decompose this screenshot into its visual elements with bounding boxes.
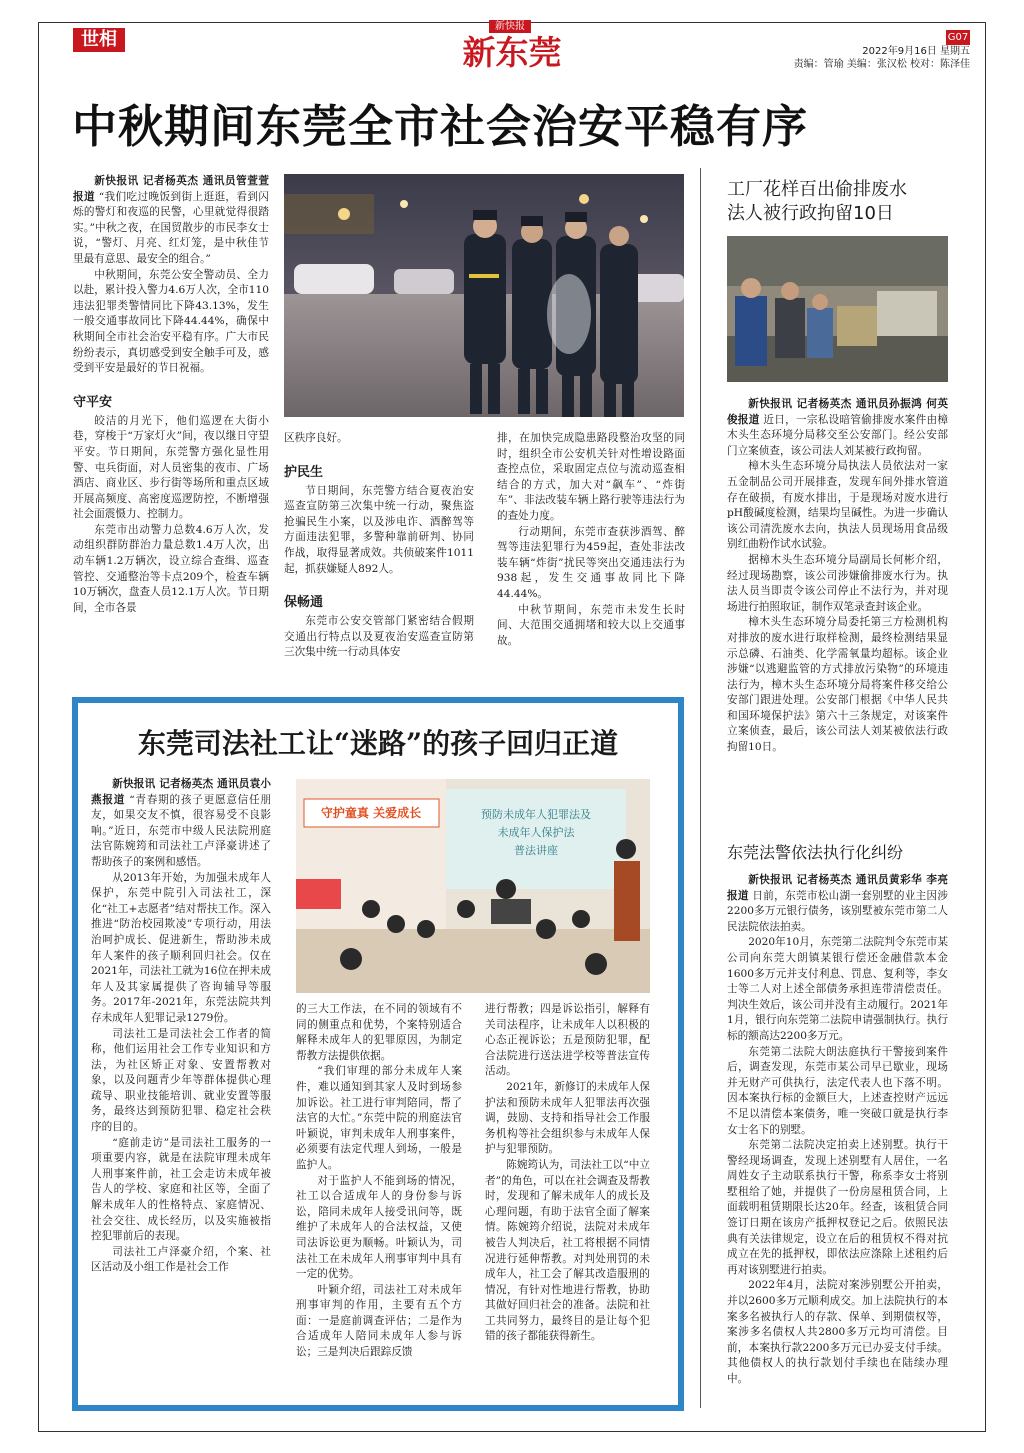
paragraph: “青春期的孩子更愿意信任朋友，如果交友不慎，很容易受不良影响。”近日，东莞市中级人民法院刑庭法官陈婉筠和司法社工卢泽豪讲述了帮助孩子的案例和感悟。 (91, 793, 271, 868)
paragraph: 2021年，新修订的未成年人保护法和预防未成年人犯罪法再次强调，鼓励、支持和指导社会工作服务机构等社会组织参与未成年人保护与犯罪预防。 (485, 1080, 650, 1156)
paragraph: “庭前走访”是司法社工服务的一项重要内容，就是在法院审理未成年人刑事案件前，社工会走访未成年被告人的学校、家庭和社区等，全面了解未成年人的性格特点、家庭情况、社会交往、成长经历，以及实施被指控犯罪前后的表现。 (91, 1136, 271, 1243)
children-workshop-photo (296, 779, 650, 993)
paragraph: 从2013年开始，为加强未成年人保护，东莞中院引入司法社工，深化“社工+志愿者”结对帮扶工作。深入推进“防治校园欺凌”专项行动，用法治呵护成长、促进新生，帮助涉未成年人案件的孩子顺利回归社会。仅在2021年，司法社工就为16位在押未成年人及其家属提供了咨询辅导等服务。2017年-2021年，东莞法院共判存未成年人犯罪记录1279份。 (91, 871, 271, 1024)
editors-line: 责编：管瑜 美编：张汉松 校对：陈泽佳 (793, 59, 970, 70)
paragraph: 叶颖介绍，司法社工对未成年刑事审判的作用，主要有五个方面：一是庭前调查评估；二是作为合适成年人陪同未成年人参与诉讼；三是判决后跟踪反馈 (296, 1283, 462, 1359)
paragraph: 区秩序良好。 (284, 432, 348, 444)
main-col-1 (73, 174, 269, 616)
factory-inspection-photo (727, 236, 948, 382)
section-logo (73, 28, 125, 52)
issue-date: 2022年9月16日 星期五 (862, 46, 970, 57)
paragraph: 进行帮教；四是诉讼指引，解释有关司法程序，让未成年人以积极的心态正视诉讼；五是预防犯罪，配合法院进行送法进学校等普法宣传活动。 (485, 1003, 650, 1078)
banner-line-2: 未成年人保护法 (497, 826, 575, 839)
paragraph: “我们审理的部分未成年人案件，难以通知到其家人及时到场参加诉讼。社工进行审判陪同，帮了法官的大忙。”东莞中院的刑庭法官叶颖说，审判未成年人刑事案件，必须要有法定代理人到场，一般是监护人。 (296, 1065, 462, 1171)
paragraph: 中秋期间，东莞公安全警动员、全力以赴，累计投入警力4.6万人次，全市110违法犯罪类警情同比下降43.13%，发生一般交通事故同比下降44.44%，确保中秋期间全市社会治安平稳有序。广大市民纷纷表示，真切感受到安全触手可及，感受到平安是最好的节日祝福。 (73, 268, 269, 375)
column-divider (700, 168, 701, 1408)
paragraph: 中秋节期间，东莞市未发生长时间、大范围交通拥堵和较大以上交通事故。 (497, 603, 685, 647)
paragraph: 行动期间，东莞市查获涉酒驾、醉驾等违法犯罪行为459起，查处非法改装车辆“炸街”扰民等突出交通违法行为938起，发生交通事故同比下降44.44%。 (497, 525, 685, 600)
brand-small-badge (489, 20, 531, 33)
paragraph: 近日，一宗私设暗管偷排废水案件由樟木头生态环境分局移交至公安部门。经公安部门立案侦查，该公司法人刘某被行政拘留。 (727, 413, 949, 457)
paragraph: 的三大工作法，在不同的领域有不同的侧重点和优势，个案特别适合解释未成年人的犯罪原因，为制定帮教方法提供依据。 (296, 1003, 462, 1062)
side1-headline (727, 178, 947, 226)
paragraph: 皎洁的月光下，他们巡逻在大街小巷，穿梭于“万家灯火”间，夜以继日守望平安。节日期间，东莞警方强化显性用警、屯兵街面，对人员密集的夜市、广场酒店、商业区、步行街等场所和重点区域开展高频度、高密度巡逻防控，不断增强社会面震慑力、控制力。 (73, 414, 269, 521)
page-number: G07 (947, 32, 969, 43)
banner-line-3: 普法讲座 (514, 844, 558, 857)
paragraph: 樟木头生态环境分局执法人员依法对一家五金制品公司开展排查，发现车间外排水管道存在破损，有废水排出，于是现场对废水进行pH酸碱度检测，结果均呈碱性。为进一步确认该公司清洗废水去向，执法人员现场用食品级别红曲粉作试水试验。 (727, 460, 948, 551)
banner-left: 守护童真 关爱成长 (320, 806, 422, 820)
paragraph: 东莞市公安交管部门紧密结合假期交通出行特点以及夏夜治安巡查宣防第三次集中统一行动具体安 (284, 615, 474, 659)
subheading: 守平安 (73, 394, 113, 410)
paragraph: 排，在加快完成隐患路段整治攻坚的同时，组织全市公安机关针对性增设路面查控点位，采取固定点位与流动巡查相结合的方式，加大对“飙车”、“炸街车”、非法改装车辆上路行驶等违法行为的查处力度。 (497, 432, 685, 522)
paragraph: 司法社工卢泽豪介绍，个案、社区活动及小组工作是社会工作 (91, 1245, 271, 1274)
box-col-1 (91, 777, 271, 1276)
byline: 新快报讯 记者杨英杰 通讯员管萱萱报道 (73, 175, 269, 203)
paragraph: “我们吃过晚饭到街上逛逛，看到闪烁的警灯和夜巡的民警，心里就觉得很踏实。”中秋之夜，在国贸散步的市民李女士说，“警灯、月亮、红灯笼，是中秋佳节里最有意思、最安全的组合。” (73, 190, 269, 265)
police-patrol-photo (284, 174, 684, 417)
main-headline: 中秋期间东莞全市社会治安平稳有序 (72, 100, 809, 153)
main-col-3 (497, 431, 685, 649)
brand-title: 新东莞 (462, 33, 562, 72)
side2-body (727, 873, 948, 1388)
paragraph: 樟木头生态环境分局委托第三方检测机构对排放的废水进行取样检测，最终检测结果显示总磷、石油类、化学需氧量均超标。该企业涉嫌“以逃避监管的方式排放污染物”的环境违法行为，樟木头生态环境分局将案件移交给公安部门跟进处理。公安部门根据《中华人民共和国环境保护法》第六十三条规定，对该案件立案侦查，最后，该公司法人刘某被依法行政拘留10日。 (727, 616, 948, 754)
paragraph: 司法社工是司法社会工作者的简称，他们运用社会工作专业知识和方法，为社区矫正对象、安置帮教对象，以及问题青少年等群体提供心理疏导、职业技能培训、就业安置等服务，最终达到预防犯罪、稳定社会秩序的目的。 (91, 1027, 271, 1134)
box-col-3 (485, 1002, 650, 1345)
main-col-2 (284, 431, 474, 661)
paragraph: 东莞第二法院决定拍卖上述别墅。执行干警经现场调查，发现上述别墅有人居住，一名周姓女子主动联系执行干警，称系李女士将别墅租给了她，并提供了一份房屋租赁合同，上面载明租赁期限长达20年。经查，该租赁合同签订日期在该房产抵押权登记之后。依照民法典有关法律规定，设立在后的租赁权不得对抗成立在先的抵押权，即依法应涤除上述租约后再对该别墅进行拍卖。 (727, 1139, 948, 1276)
subheading: 护民生 (284, 464, 324, 480)
paragraph: 节日期间，东莞警方结合夏夜治安巡查宣防第三次集中统一行动，聚焦盗抢骗民生小案，以及涉电诈、酒醉驾等方面违法犯罪，多警种靠前研判、协同作战，取得显著成效。共侦破案件1011起，抓获嫌疑人892人。 (284, 484, 474, 575)
byline: 新快报讯 记者杨英杰 通讯员孙振鸿 何英俊报道 (727, 398, 948, 426)
side2-headline: 东莞法警依法执行化纠纷 (727, 843, 904, 862)
side1-body (727, 397, 948, 756)
section-label: 世相 (81, 29, 117, 50)
paragraph: 据樟木头生态环境分局副局长何彬介绍，经过现场勘察，该公司涉嫌偷排废水行为。执法人员当即责令该公司停止不法行为，并对现场进行拍照取证，制作双笔录查封该企业。 (727, 553, 948, 613)
banner-line-1: 预防未成年人犯罪法及 (481, 808, 591, 821)
paragraph: 2020年10月，东莞第二法院判令东莞市某公司向东莞大朗镇某银行偿还金融借款本金1600多万元并支付利息、罚息、复利等，李女士等二人对上述全部债务承担连带清偿责任。判决生效后，该公司并没有主动履行。2021年1月，银行向东莞第二法院申请强制执行。执行标的额高达2200多万元。 (727, 936, 948, 1042)
paragraph: 陈婉筠认为，司法社工以“中立者”的角色，可以在社会调查及帮教时，发现和了解未成年人的成长及心理问题，有助于法官全面了解案情。陈婉筠介绍说，法院对未成年被告人判决后，社工将根据不同情况进行延伸帮教。对判处刑罚的未成年人，社工会了解其改造服刑的情况，有针对性地进行帮教，协助其做好回归社会的准备。法院和社工共同努力，最终目的是让每个犯错的孩子都能获得新生。 (485, 1158, 650, 1343)
paragraph: 2022年4月，法院对案涉别墅公开拍卖，并以2600多万元顺利成交。加上法院执行的本案多名被执行人的存款、保单、到期债权等，案涉多名债权人共2800多万元均可清偿。目前，本案执行款2200多万元已办妥支付手续。其他债权人的执行款划付手续也在陆续办理中。 (727, 1279, 948, 1385)
byline: 新快报讯 记者杨英杰 通讯员袁小燕报道 (91, 778, 271, 806)
byline: 新快报讯 记者杨英杰 通讯员黄彩华 李亮报道 (727, 874, 948, 902)
paragraph: 东莞第二法院大朗法庭执行干警接到案件后，调查发现，东莞市某公司早已歇业，现场并无财产可供执行，法定代表人也下落不明。因本案执行标的金额巨大，上述查控财产远远不足以清偿本案债务，唯一突破口就是执行李女士名下的别墅。 (727, 1045, 948, 1136)
paragraph: 东莞市出动警力总数4.6万人次，发动组织群防群治力量总数1.4万人次，出动车辆1.2万辆次，设立综合查缉、巡查管控、交通整治等卡点209个，检查车辆10万辆次，盘查人员12.1万人次。节日期间，全市各景 (73, 523, 269, 614)
side1-headline-line-1: 工厂花样百出偷排废水 (727, 179, 907, 200)
box-headline: 东莞司法社工让“迷路”的孩子回归正道 (137, 727, 619, 760)
side1-headline-line-2: 法人被行政拘留10日 (727, 203, 894, 224)
brand-small: 新快报 (495, 21, 525, 32)
paragraph: 对于监护人不能到场的情况，社工以合适成年人的身份参与诉讼，陪同未成年人接受讯问等，既维护了未成年人的合法权益，又使司法诉讼更为顺畅。叶颖认为，司法社工在未成年人刑事审判中具有一定的优势。 (296, 1174, 462, 1281)
subheading: 保畅通 (284, 595, 324, 611)
box-col-2 (296, 1002, 462, 1361)
paragraph: 日前，东莞市松山湖一套别墅的业主因涉2200多万元银行债务，该别墅被东莞市第二人民法院依法拍卖。 (727, 889, 948, 933)
